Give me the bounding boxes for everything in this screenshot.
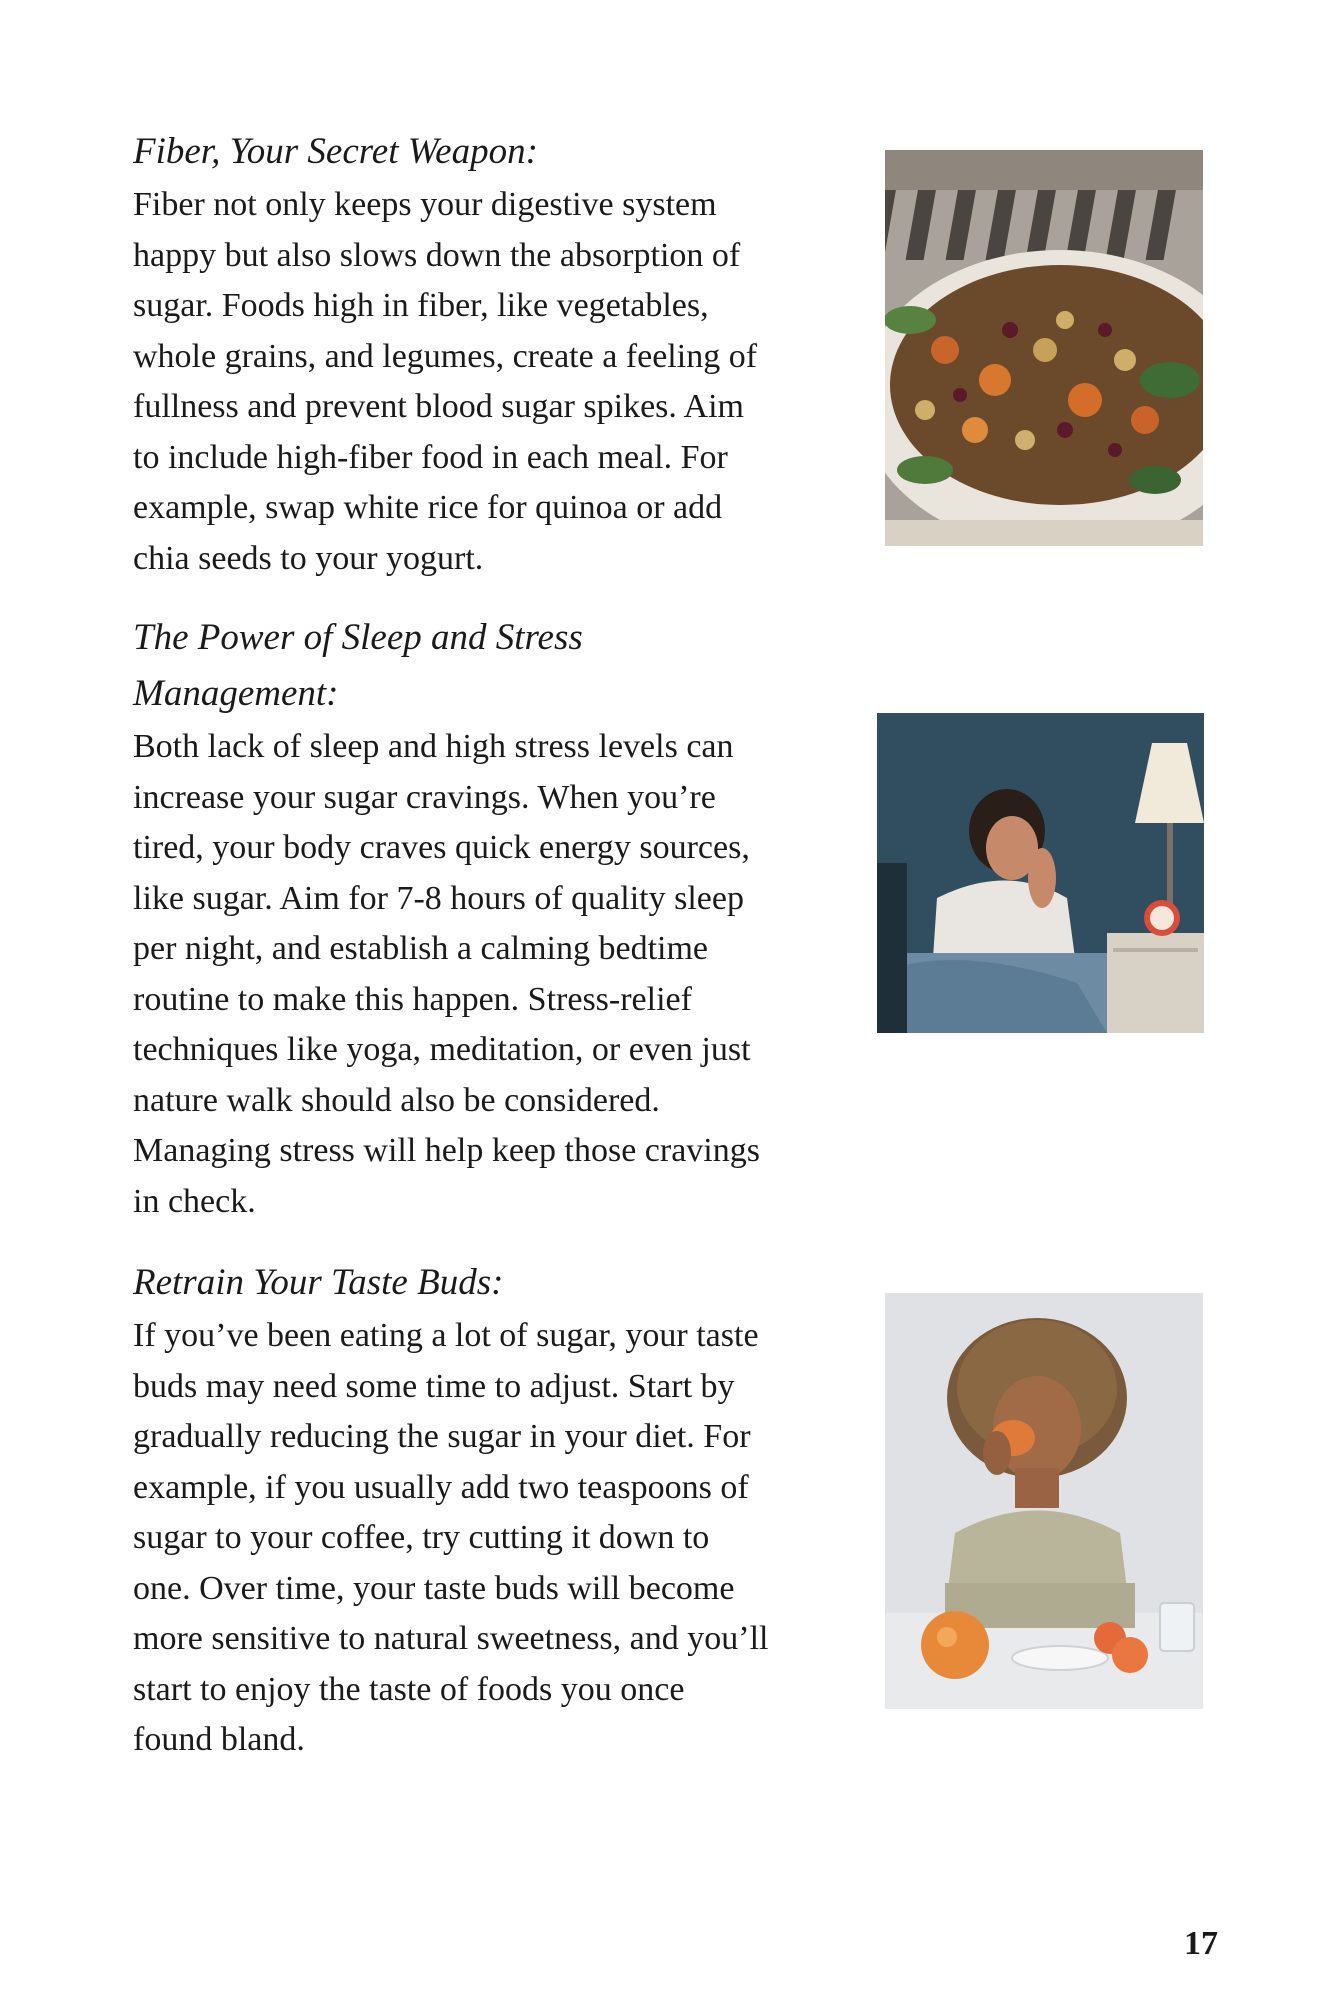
- body-line: increase your sugar cravings. When you’re: [133, 778, 716, 816]
- section-body: [133, 180, 863, 584]
- section-heading: Retrain Your Taste Buds:: [133, 1262, 504, 1303]
- body-line: sugar. Foods high in fiber, like vegetables,: [133, 287, 709, 324]
- body-line: gradually reducing the sugar in your diet. For: [133, 1418, 751, 1455]
- section-taste-buds: [133, 1255, 863, 1766]
- body-line: sugar to your coffee, try cutting it down to: [133, 1519, 710, 1556]
- salad-bowl-photo: [885, 150, 1203, 546]
- body-line: routine to make this happen. Stress-relief: [133, 980, 692, 1018]
- body-line: like sugar. Aim for 7-8 hours of quality sleep: [133, 879, 744, 917]
- body-line: nature walk should also be considered.: [133, 1081, 660, 1119]
- body-line: Fiber not only keeps your digestive system: [133, 186, 717, 223]
- body-line: If you’ve been eating a lot of sugar, your taste: [133, 1317, 759, 1354]
- section-sleep-stress: [133, 610, 863, 1227]
- body-line: fullness and prevent blood sugar spikes. Aim: [133, 388, 744, 425]
- body-line: to include high-fiber food in each meal. For: [133, 438, 728, 476]
- body-line: whole grains, and legumes, create a feeling of: [133, 337, 758, 375]
- body-line: happy but also slows down the absorption of: [133, 236, 741, 274]
- page-number: 17: [1184, 1925, 1218, 1962]
- body-line: chia seeds to your yogurt.: [133, 539, 484, 577]
- body-line: buds may need some time to adjust. Start by: [133, 1367, 735, 1405]
- body-line: in check.: [133, 1182, 256, 1220]
- heading-line: Management:: [133, 673, 339, 714]
- body-line: more sensitive to natural sweetness, and you’ll: [133, 1620, 769, 1657]
- body-line: Managing stress will help keep those cravings: [133, 1132, 760, 1169]
- body-line: found bland.: [133, 1721, 305, 1758]
- woman-eating-fruit-photo: [885, 1293, 1203, 1709]
- body-line: example, swap white rice for quinoa or add: [133, 489, 723, 526]
- body-line: per night, and establish a calming bedtime: [133, 930, 709, 967]
- body-line: techniques like yoga, meditation, or even just: [133, 1031, 751, 1068]
- tired-man-photo: [877, 713, 1204, 1033]
- body-line: tired, your body craves quick energy sources,: [133, 829, 750, 866]
- section-heading: [133, 610, 863, 722]
- body-line: one. Over time, your taste buds will become: [133, 1569, 735, 1607]
- body-line: start to enjoy the taste of foods you once: [133, 1670, 685, 1708]
- section-heading: Fiber, Your Secret Weapon:: [133, 131, 538, 172]
- section-body: [133, 722, 863, 1227]
- section-fiber: [133, 124, 863, 584]
- body-line: example, if you usually add two teaspoons of: [133, 1468, 749, 1506]
- heading-line: The Power of Sleep and Stress: [133, 617, 583, 658]
- body-line: Both lack of sleep and high stress levels can: [133, 728, 734, 765]
- section-body: [133, 1311, 863, 1766]
